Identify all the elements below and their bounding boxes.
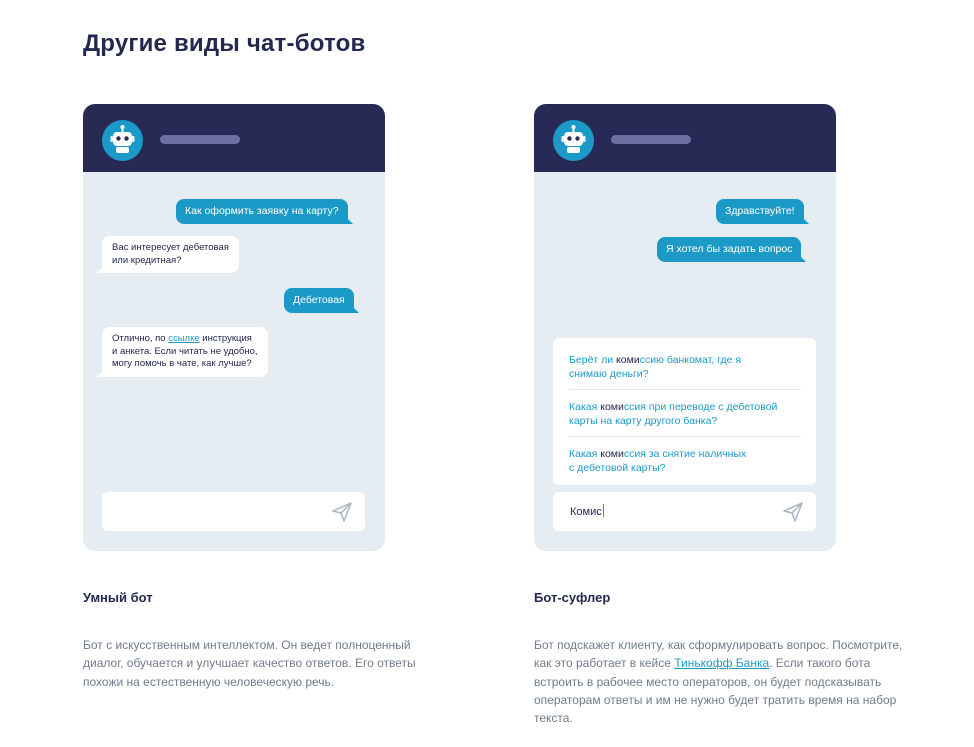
suggestion-line: карты на карту другого банка? <box>569 415 718 427</box>
bot-name-placeholder <box>160 135 240 144</box>
suggestion-item[interactable] <box>569 353 801 381</box>
suggestion-text: Берёт ли <box>569 354 617 366</box>
robot-icon <box>553 120 594 161</box>
paper-plane-icon[interactable] <box>331 501 353 523</box>
instruction-link[interactable]: ссылке <box>168 333 200 344</box>
smart-bot-description: Бот с искусственным интеллектом. Он ведет полноценный диалог, обучается и улучшает качество ответов. Его ответы похожи на естественную человеческую речь. <box>83 638 416 689</box>
bot-avatar <box>553 120 594 161</box>
suggestion-line <box>569 447 801 461</box>
bot-message <box>102 236 239 273</box>
suggestion-text: Какая <box>569 448 601 460</box>
smart-bot-title: Умный бот <box>83 590 153 605</box>
divider <box>569 389 801 390</box>
description-text: . Если такого бота встроить в рабочее место операторов, он будет подсказывать операторам ответы и им не нужно будет тратить время на набор текста. <box>534 656 897 726</box>
smart-bot-chat-mockup <box>83 104 385 551</box>
input-value <box>570 504 604 518</box>
suggestion-line: с дебетовой карты? <box>569 462 666 474</box>
suggestion-item[interactable] <box>569 400 801 428</box>
user-message: Дебетовая <box>284 288 354 313</box>
user-message: Как оформить заявку на карту? <box>176 199 348 224</box>
message-line: или кредитная? <box>112 254 182 266</box>
text-caret <box>603 504 604 517</box>
description-text: Бот подскажет клиенту, как сформулировать вопрос. Посмотрите, как это работает в кейсе <box>534 638 903 671</box>
message-line: Вас интересует дебетовая <box>112 242 229 253</box>
message-text: инструкция <box>199 333 252 344</box>
suggestion-text: ссия за снятие наличных <box>623 448 747 460</box>
suggestion-line: снимаю деньги? <box>569 368 649 380</box>
robot-icon <box>102 120 143 161</box>
paper-plane-icon[interactable] <box>782 501 804 523</box>
prompter-bot-chat-mockup <box>534 104 836 551</box>
suggestion-text: Какая <box>569 401 601 413</box>
suggestion-match: коми <box>600 448 624 460</box>
bot-avatar <box>102 120 143 161</box>
suggestion-text: ссия при переводе с дебетовой <box>623 401 778 413</box>
prompter-bot-description <box>534 636 904 727</box>
message-input[interactable] <box>102 492 365 531</box>
message-line <box>112 333 258 346</box>
suggestion-line <box>569 353 801 367</box>
suggestion-match: коми <box>616 354 640 366</box>
typed-text: Комис <box>570 506 602 518</box>
suggestion-text: ссию банкомат, где я <box>639 354 742 366</box>
divider <box>569 436 801 437</box>
message-line: и анкета. Если читать не удобно, <box>112 345 258 357</box>
bot-message <box>102 327 268 377</box>
suggestion-match: коми <box>600 401 624 413</box>
message-text: Отлично, по <box>112 333 169 344</box>
page-title: Другие виды чат-ботов <box>83 30 366 57</box>
bot-name-placeholder <box>611 135 691 144</box>
message-line: могу помочь в чате, как лучше? <box>112 358 252 369</box>
chat-header <box>83 104 385 172</box>
chat-header <box>534 104 836 172</box>
user-message: Я хотел бы задать вопрос <box>657 237 801 262</box>
suggestion-line <box>569 400 801 414</box>
suggestions-list <box>553 338 816 485</box>
prompter-bot-title: Бот-суфлер <box>534 590 611 605</box>
user-message: Здравствуйте! <box>716 199 804 224</box>
suggestion-item[interactable] <box>569 447 801 475</box>
tinkoff-case-link[interactable]: Тинькофф Банка <box>674 656 770 671</box>
message-input[interactable] <box>553 492 816 531</box>
